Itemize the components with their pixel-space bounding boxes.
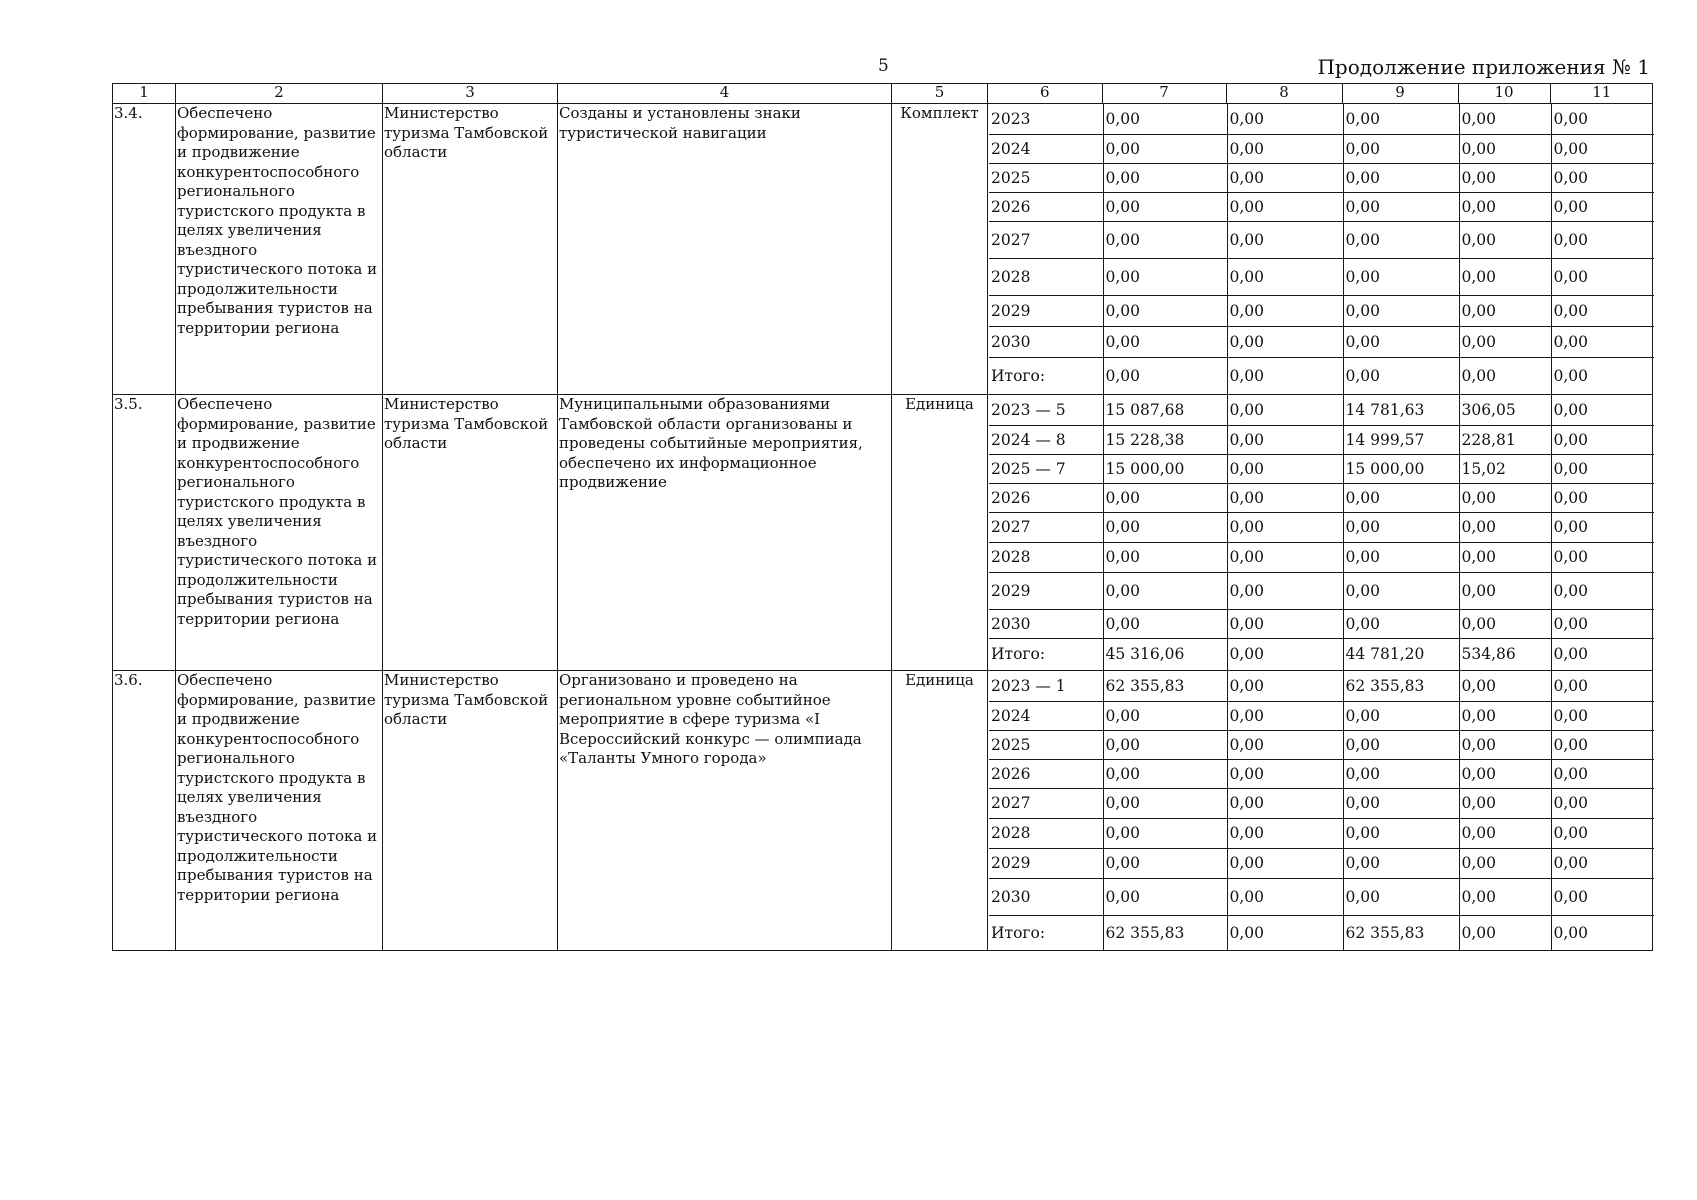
- amount-cell: 0,00: [1343, 483, 1459, 512]
- amount-cell: 0,00: [1551, 134, 1654, 163]
- year-label: 2024: [989, 701, 1103, 730]
- measure-description: Организовано и проведено на региональном уровне событийное мероприятие в сфере туризма «I Всероссийский конкурс — олимпиада «Таланты Умного города»: [558, 671, 892, 951]
- amount-cell: 0,00: [1103, 326, 1227, 357]
- row-number: 3.5.: [113, 395, 176, 671]
- amount-cell: 0,00: [1227, 134, 1343, 163]
- unit-of-measure: Комплект: [892, 104, 988, 395]
- year-row: [989, 878, 1654, 915]
- amount-cell: 0,00: [1343, 295, 1459, 326]
- amount-cell: 0,00: [1459, 192, 1551, 221]
- amount-cell: 0,00: [1227, 730, 1343, 759]
- year-label: 2026: [989, 192, 1103, 221]
- year-label: 2025 — 7: [989, 454, 1103, 483]
- year-label: 2027: [989, 788, 1103, 818]
- amount-cell: 0,00: [1551, 104, 1654, 134]
- amount-cell: 0,00: [1459, 915, 1551, 950]
- amount-cell: 0,00: [1103, 512, 1227, 542]
- amount-cell: 0,00: [1553, 923, 1589, 942]
- column-header: 2: [176, 84, 383, 104]
- year-label: 2028: [989, 542, 1103, 572]
- year-row: [989, 671, 1654, 701]
- amount-cell: 0,00: [1343, 104, 1459, 134]
- amount-cell: 0,00: [1551, 788, 1654, 818]
- measure-description: Созданы и установлены знаки туристической навигации: [558, 104, 892, 395]
- amount-cell: 0,00: [1227, 788, 1343, 818]
- amount-cell: 0,00: [1103, 295, 1227, 326]
- amount-cell: 0,00: [1343, 701, 1459, 730]
- amount-cell: 0,00: [1227, 701, 1343, 730]
- amount-cell: 0,00: [1551, 258, 1654, 295]
- year-label: 2025: [989, 730, 1103, 759]
- amount-cell: 0,00: [1551, 221, 1654, 258]
- column-header: 6: [988, 84, 1102, 103]
- year-label: 2030: [989, 609, 1103, 638]
- amount-cell: 228,81: [1459, 425, 1551, 454]
- year-label: 2023 — 1: [989, 671, 1103, 701]
- appendix-note: Продолжение приложения № 1: [1317, 55, 1650, 79]
- amount-cell: 62 355,83: [1343, 915, 1459, 950]
- amount-cell: 0,00: [1551, 848, 1654, 878]
- amount-cell: 0,00: [1459, 134, 1551, 163]
- amount-cell: 0,00: [1227, 483, 1343, 512]
- amount-cell: 0,00: [1551, 701, 1654, 730]
- amount-cell: 0,00: [1103, 163, 1227, 192]
- amount-cell: 0,00: [1551, 572, 1654, 609]
- amount-cell: 0,00: [1227, 395, 1343, 425]
- amount-cell: 0,00: [1551, 609, 1654, 638]
- amount-cell: 0,00: [1227, 326, 1343, 357]
- year-row: [989, 848, 1654, 878]
- amount-cell: 0,00: [1551, 818, 1654, 848]
- amount-cell: 0,00: [1227, 357, 1343, 394]
- table-row: [113, 395, 1653, 671]
- column-header-group: [988, 84, 1653, 104]
- year-row: [989, 730, 1654, 759]
- amount-cell: 0,00: [1227, 104, 1343, 134]
- amount-cell: 0,00: [1459, 104, 1551, 134]
- amount-cell: 0,00: [1459, 572, 1551, 609]
- amount-cell: 0,00: [1551, 671, 1654, 701]
- year-label: 2024: [989, 134, 1103, 163]
- column-header: 7: [1102, 84, 1226, 103]
- amount-cell: 0,00: [1459, 542, 1551, 572]
- column-header: 10: [1458, 84, 1550, 103]
- amount-cell: 0,00: [1103, 192, 1227, 221]
- year-label: 2023: [989, 104, 1103, 134]
- amount-cell: 0,00: [1551, 512, 1654, 542]
- amount-cell: 0,00: [1551, 425, 1654, 454]
- amount-cell: 306,05: [1459, 395, 1551, 425]
- year-label: 2029: [989, 848, 1103, 878]
- table-row: [113, 671, 1653, 951]
- year-row: [989, 134, 1654, 163]
- page-number: 5: [878, 56, 889, 76]
- amount-cell: 0,00: [1459, 730, 1551, 759]
- year-row: [989, 192, 1654, 221]
- amount-cell: 0,00: [1227, 425, 1343, 454]
- amount-cell: 0,00: [1103, 357, 1227, 394]
- amount-cell: 0,00: [1103, 788, 1227, 818]
- amount-cell: 14 781,63: [1343, 395, 1459, 425]
- amount-cell: 0,00: [1551, 295, 1654, 326]
- amount-cell: 15 087,68: [1103, 395, 1227, 425]
- amount-cell: 62 355,83: [1103, 915, 1227, 950]
- year-row: [989, 788, 1654, 818]
- year-row: [989, 295, 1654, 326]
- responsible-org: Министерство туризма Тамбовской области: [383, 671, 558, 951]
- amount-cell: 0,00: [1227, 542, 1343, 572]
- amount-cell: 0,00: [1227, 295, 1343, 326]
- amount-cell: 0,00: [1459, 671, 1551, 701]
- amount-cell: 45 316,06: [1103, 638, 1227, 670]
- responsible-org: Министерство туризма Тамбовской области: [383, 395, 558, 671]
- amount-cell: 0,00: [1551, 759, 1654, 788]
- amount-cell: 0,00: [1459, 483, 1551, 512]
- amount-cell: 14 999,57: [1343, 425, 1459, 454]
- amount-cell: 0,00: [1227, 609, 1343, 638]
- amount-cell: 0,00: [1551, 163, 1654, 192]
- year-label: 2027: [989, 221, 1103, 258]
- column-header: 3: [383, 84, 558, 104]
- amount-cell: 0,00: [1227, 192, 1343, 221]
- amount-cell: 0,00: [1227, 572, 1343, 609]
- year-row: [989, 818, 1654, 848]
- amount-cell: 0,00: [1343, 818, 1459, 848]
- amount-cell: 0,00: [1551, 483, 1654, 512]
- column-header: 9: [1342, 84, 1458, 103]
- year-values-cell: [988, 671, 1653, 951]
- year-values-cell: [988, 104, 1653, 395]
- amount-cell: 0,00: [1343, 357, 1459, 394]
- year-row: [989, 542, 1654, 572]
- amount-cell: 0,00: [1459, 878, 1551, 915]
- amount-cell: 0,00: [1227, 454, 1343, 483]
- year-label: 2028: [989, 258, 1103, 295]
- amount-cell: 0,00: [1459, 788, 1551, 818]
- year-label: 2029: [989, 572, 1103, 609]
- amount-cell: 0,00: [1551, 542, 1654, 572]
- amount-cell: 0,00: [1103, 104, 1227, 134]
- amount-cell: 534,86: [1459, 638, 1551, 670]
- amount-cell: 0,00: [1551, 192, 1654, 221]
- amount-cell: 62 355,83: [1343, 671, 1459, 701]
- amount-cell: 0,00: [1343, 512, 1459, 542]
- result-name: Обеспечено формирование, развитие и продвижение конкурентоспособного регионального туристского продукта в целях увеличения въездного туристического потока и продолжительности пребывания туристов на территории региона: [176, 395, 383, 671]
- amount-cell: 0,00: [1343, 572, 1459, 609]
- main-table: [112, 83, 1653, 951]
- column-header: 1: [113, 84, 176, 104]
- amount-cell: 0,00: [1103, 759, 1227, 788]
- year-row: [989, 759, 1654, 788]
- result-name: Обеспечено формирование, развитие и продвижение конкурентоспособного регионального туристского продукта в целях увеличения въездного туристического потока и продолжительности пребывания туристов на территории региона: [176, 104, 383, 395]
- year-row: [989, 638, 1654, 670]
- amount-cell: 0,00: [1459, 357, 1551, 394]
- amount-cell: 0,00: [1459, 609, 1551, 638]
- amount-cell: 0,00: [1551, 878, 1654, 915]
- amount-cell: 0,00: [1343, 542, 1459, 572]
- amount-cell: 0,00: [1227, 878, 1343, 915]
- result-name: Обеспечено формирование, развитие и продвижение конкурентоспособного регионального туристского продукта в целях увеличения въездного туристического потока и продолжительности пребывания туристов на территории региона: [176, 671, 383, 951]
- row-number: 3.6.: [113, 671, 176, 951]
- year-label: Итого:: [989, 357, 1103, 394]
- year-label: 2028: [989, 818, 1103, 848]
- year-label: 2030: [989, 326, 1103, 357]
- year-row: [989, 104, 1654, 134]
- amount-cell: 0,00: [1459, 759, 1551, 788]
- amount-cell: 0,00: [1343, 788, 1459, 818]
- year-row: [989, 483, 1654, 512]
- responsible-org: Министерство туризма Тамбовской области: [383, 104, 558, 395]
- year-row: [989, 915, 1654, 950]
- year-label: 2024 — 8: [989, 425, 1103, 454]
- year-row: [989, 326, 1654, 357]
- amount-cell: 0,00: [1343, 730, 1459, 759]
- year-row: [989, 163, 1654, 192]
- amount-cell: 0,00: [1103, 848, 1227, 878]
- year-row: [989, 221, 1654, 258]
- amount-cell: 0,00: [1459, 295, 1551, 326]
- year-row: [989, 512, 1654, 542]
- amount-cell: 15 000,00: [1343, 454, 1459, 483]
- year-label: 2029: [989, 295, 1103, 326]
- amount-cell: 0,00: [1459, 512, 1551, 542]
- amount-cell: 0,00: [1343, 848, 1459, 878]
- amount-cell: 0,00: [1459, 701, 1551, 730]
- amount-cell: 0,00: [1343, 134, 1459, 163]
- year-row: [989, 701, 1654, 730]
- year-row: [989, 609, 1654, 638]
- amount-cell: 0,00: [1459, 258, 1551, 295]
- amount-cell: 0,00: [1343, 192, 1459, 221]
- amount-cell: 15 000,00: [1103, 454, 1227, 483]
- year-values-cell: [988, 395, 1653, 671]
- year-label: 2026: [989, 759, 1103, 788]
- amount-cell: 0,00: [1227, 638, 1343, 670]
- amount-cell: 0,00: [1227, 163, 1343, 192]
- amount-cell: 0,00: [1551, 730, 1654, 759]
- amount-cell: 0,00: [1551, 395, 1654, 425]
- amount-cell: 0,00: [1227, 671, 1343, 701]
- amount-cell: 0,00: [1227, 818, 1343, 848]
- year-row: [989, 258, 1654, 295]
- header-row: [113, 84, 1653, 104]
- amount-cell: 0,00: [1459, 221, 1551, 258]
- row-number: 3.4.: [113, 104, 176, 395]
- year-row: [989, 454, 1654, 483]
- amount-cell: 0,00: [1227, 221, 1343, 258]
- year-row: [989, 425, 1654, 454]
- unit-of-measure: Единица: [892, 395, 988, 671]
- year-row: [989, 357, 1654, 394]
- amount-cell: 0,00: [1227, 915, 1343, 950]
- amount-cell: 0,00: [1227, 512, 1343, 542]
- amount-cell: 0,00: [1227, 848, 1343, 878]
- amount-cell: 0,00: [1553, 366, 1589, 385]
- column-header: 5: [892, 84, 988, 104]
- table-row: [113, 104, 1653, 395]
- year-label: 2023 — 5: [989, 395, 1103, 425]
- amount-cell: 0,00: [1103, 572, 1227, 609]
- amount-cell: 0,00: [1343, 163, 1459, 192]
- column-header: 11: [1592, 83, 1612, 101]
- amount-cell: 0,00: [1103, 483, 1227, 512]
- amount-cell: 62 355,83: [1103, 671, 1227, 701]
- amount-cell: 0,00: [1227, 759, 1343, 788]
- column-header: 8: [1226, 84, 1342, 103]
- amount-cell: 0,00: [1343, 609, 1459, 638]
- amount-cell: 0,00: [1459, 163, 1551, 192]
- amount-cell: 15,02: [1459, 454, 1551, 483]
- amount-cell: 15 228,38: [1103, 425, 1227, 454]
- amount-cell: 0,00: [1551, 326, 1654, 357]
- amount-cell: 0,00: [1459, 848, 1551, 878]
- amount-cell: 0,00: [1103, 134, 1227, 163]
- amount-cell: 0,00: [1459, 818, 1551, 848]
- year-label: Итого:: [989, 915, 1103, 950]
- amount-cell: 0,00: [1343, 759, 1459, 788]
- year-label: 2025: [989, 163, 1103, 192]
- amount-cell: 0,00: [1103, 221, 1227, 258]
- amount-cell: 0,00: [1551, 454, 1654, 483]
- amount-cell: 0,00: [1553, 645, 1589, 664]
- amount-cell: 0,00: [1343, 878, 1459, 915]
- amount-cell: 0,00: [1103, 878, 1227, 915]
- year-label: 2026: [989, 483, 1103, 512]
- amount-cell: 0,00: [1103, 730, 1227, 759]
- year-label: 2027: [989, 512, 1103, 542]
- amount-cell: 0,00: [1459, 326, 1551, 357]
- amount-cell: 0,00: [1343, 221, 1459, 258]
- amount-cell: 0,00: [1103, 258, 1227, 295]
- amount-cell: 0,00: [1343, 326, 1459, 357]
- amount-cell: 0,00: [1103, 818, 1227, 848]
- amount-cell: 44 781,20: [1343, 638, 1459, 670]
- year-label: Итого:: [989, 638, 1103, 670]
- year-row: [989, 395, 1654, 425]
- amount-cell: 0,00: [1103, 701, 1227, 730]
- year-row: [989, 572, 1654, 609]
- amount-cell: 0,00: [1227, 258, 1343, 295]
- column-header: 4: [558, 84, 892, 104]
- amount-cell: 0,00: [1103, 542, 1227, 572]
- year-label: 2030: [989, 878, 1103, 915]
- measure-description: Муниципальными образованиями Тамбовской области организованы и проведены событийные мероприятия, обеспечено их информационное продвижение: [558, 395, 892, 671]
- amount-cell: 0,00: [1343, 258, 1459, 295]
- amount-cell: 0,00: [1103, 609, 1227, 638]
- unit-of-measure: Единица: [892, 671, 988, 951]
